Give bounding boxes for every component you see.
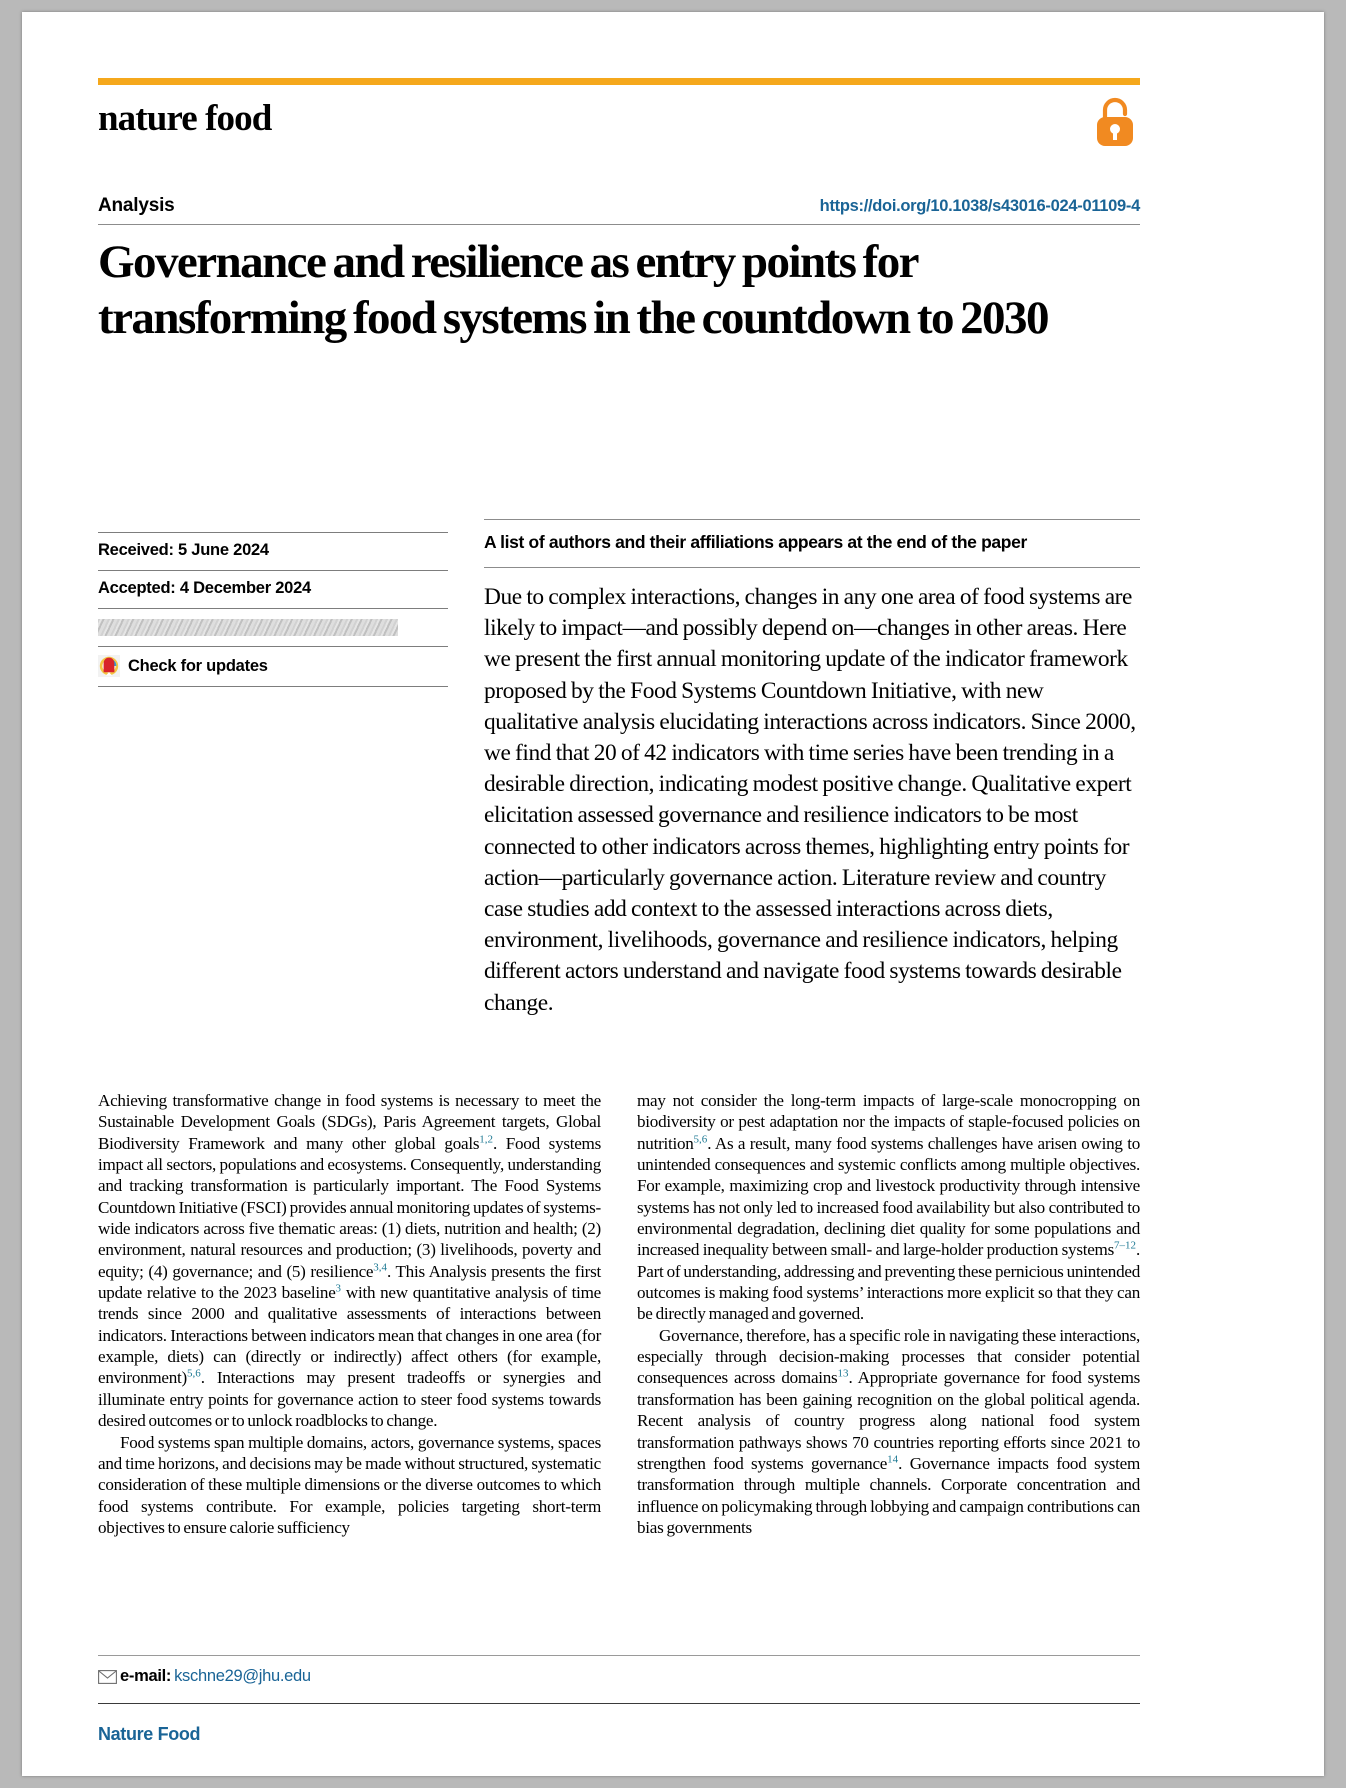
crossmark-icon	[98, 655, 120, 677]
authors-note: A list of authors and their affiliations appears at the end of the paper	[484, 519, 1140, 567]
body-paragraph: Achieving transformative change in food systems is necessary to meet the Sustainable Development Goals (SDGs), Paris Agreement targets, Global Biodiversity Framework and many other global goals$^{1,2}$. Food systems impact all sectors, populations and ecosystems. Consequently, understanding and tracking transformation is particularly important. The Food Systems Countdown Initiative (FSCI) provides annual monitoring updates of systems-wide indicators across five thematic areas: (1) diets, nutrition and health; (2) environment, natural resources and production; (3) livelihoods, poverty and equity; (4) governance; and (5) resilience$^{3,4}$. This Analysis presents the first update relative to the 2023 baseline$^3$ with new quantitative analysis of time trends since 2000 and qualitative assessments of interactions between indicators. Interactions between indicators mean that changes in one area (for example, diets) can (directly or indirectly) affect others (for example, environment)$^{5,6}$. Interactions may present tradeoffs or synergies and illuminate entry points for governance action to steer food systems towards desired outcomes or to unlock roadblocks to change.	[98, 1091, 601, 1431]
journal-logo: nature food	[98, 98, 272, 139]
redacted-metadata-row	[98, 608, 448, 646]
check-for-updates-label: Check for updates	[128, 656, 268, 675]
email-address[interactable]: kschne29@jhu.edu	[174, 1667, 311, 1685]
corresponding-email-row	[98, 1667, 1140, 1686]
body-paragraph: Governance, therefore, has a specific role in navigating these interactions, especially through decision-making processes that consider potential consequences across domains$^{13}$. Appropriate governance for food systems transformation has been gaining recognition on the global political agenda. Recent analysis of country progress along national food system transformation pathways shows 70 countries reporting efforts since 2021 to strengthen food systems governance$^{14}$. Governance impacts food system transformation through multiple channels. Corporate concentration and influence on policymaking through lobbying and campaign contributions can bias governments	[637, 1325, 1141, 1537]
body-column-right	[637, 1090, 1140, 1538]
brand-rule	[98, 78, 1140, 85]
article-type-row	[98, 195, 1140, 217]
accepted-date: Accepted: 4 December 2024	[98, 570, 448, 608]
masthead	[98, 92, 1140, 146]
check-for-updates-badge[interactable]	[98, 646, 448, 687]
header-divider	[98, 224, 1140, 225]
article-metadata	[98, 532, 448, 687]
footer-divider-bottom	[98, 1703, 1140, 1704]
doi-link[interactable]: https://doi.org/10.1038/s43016-024-01109-4	[819, 197, 1140, 215]
body-paragraph: may not consider the long-term impacts of large-scale monocropping on biodiversity or pest adaptation nor the impacts of staple-focused policies on nutrition$^{5,6}$. As a result, many food systems challenges have arisen owing to unintended consequences and systemic conflicts among multiple objectives. For example, maximizing crop and livestock productivity through intensive systems has not only led to increased food availability but also contributed to environmental degradation, declining diet quality for some populations and increased inequality between small- and large-holder production systems$^{7-12}$. Part of understanding, addressing and preventing these pernicious unintended outcomes is making food systems’ interactions more explicit so that they can be directly managed and governed.	[637, 1091, 1140, 1324]
page-title: Governance and resilience as entry points for transforming food systems in the countdown to 2030	[98, 236, 1048, 344]
envelope-icon	[98, 1670, 117, 1684]
email-label: e-mail:	[120, 1667, 172, 1685]
abstract-text: Due to complex interactions, changes in any one area of food systems are likely to impact—and possibly depend on—changes in other areas. Here we present the first annual monitoring update of the indicator framework proposed by the Food Systems Countdown Initiative, with new qualitative analysis elucidating interactions across indicators. Since 2000, we find that 20 of 42 indicators with time series have been trending in a desirable direction, indicating modest positive change. Qualitative expert elicitation assessed governance and resilience indicators to be most connected to other indicators across themes, highlighting entry points for action—particularly governance action. Literature review and country case studies add context to the assessed interactions across diets, environment, livelihoods, governance and resilience indicators, helping different actors understand and navigate food systems towards desirable change.	[484, 567, 1140, 1019]
redaction-bar	[98, 619, 398, 636]
received-date: Received: 5 June 2024	[98, 532, 448, 570]
footer-divider-top	[98, 1655, 1140, 1656]
body-paragraph: Food systems span multiple domains, actors, governance systems, spaces and time horizons, and decisions may be made without structured, systematic consideration of these multiple dimensions or the diverse outcomes to which food systems contribute. For example, policies targeting short-term objectives to ensure calorie sufficiency	[98, 1432, 601, 1537]
article-page	[22, 12, 1324, 1776]
open-access-lock-icon	[1092, 96, 1138, 148]
body-column-left	[98, 1090, 601, 1538]
article-type-label: Analysis	[98, 195, 175, 216]
article-body	[98, 1090, 1140, 1538]
abstract-section	[484, 519, 1140, 1019]
footer-journal-name: Nature Food	[98, 1724, 201, 1744]
